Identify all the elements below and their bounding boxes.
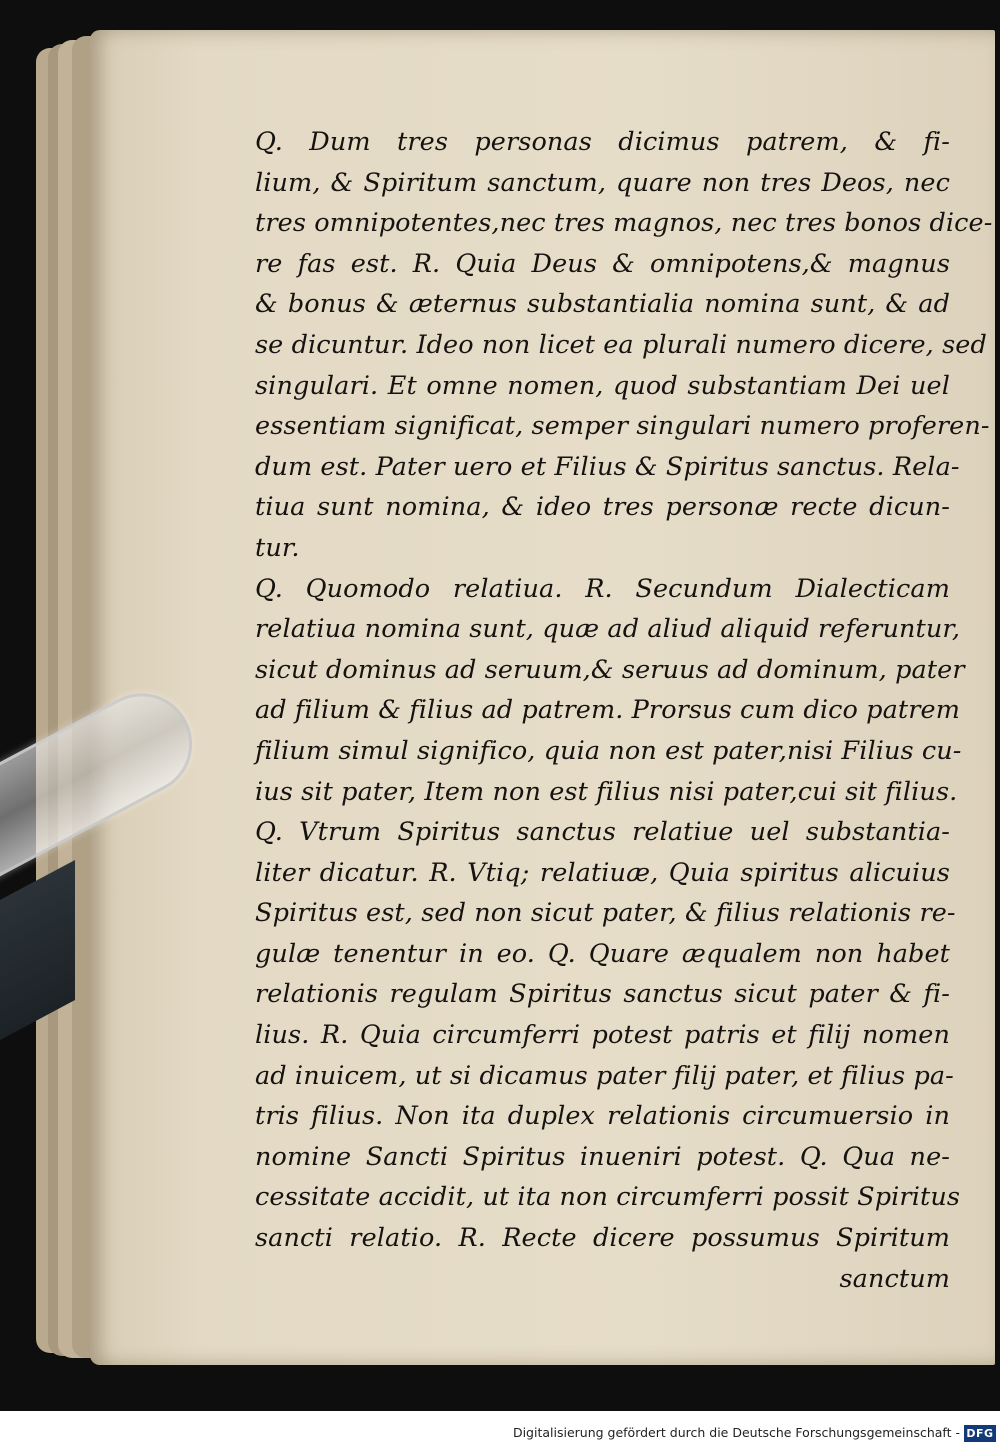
- catchword: sanctum: [839, 1263, 950, 1294]
- text-line: lius. R. Quia circumferri potest patris et filij nomen: [255, 1020, 950, 1051]
- text-line: ius sit pater, Item non est filius nisi pater,cui sit filius.: [255, 776, 958, 807]
- dfg-logo: DFG: [964, 1425, 996, 1442]
- text-line: gulæ tenentur in eo. Q. Quare æqualem non habet: [255, 938, 950, 969]
- text-line: singulari. Et omne nomen, quod substantiam Dei uel: [255, 370, 950, 401]
- text-line: & bonus & æternus substantialia nomina sunt, & ad: [255, 289, 950, 320]
- footer-credit: Digitalisierung gefördert durch die Deutsche Forschungsgemeinschaft -: [512, 1425, 960, 1440]
- footer-bar: [0, 1411, 1000, 1451]
- text-line: ad filium & filius ad patrem. Prorsus cum dico patrem: [255, 695, 960, 726]
- text-line: dum est. Pater uero et Filius & Spiritus sanctus. Rela-: [255, 451, 960, 482]
- text-line: filium simul significo, quia non est pater,nisi Filius cu-: [255, 735, 962, 766]
- text-line: Spiritus est, sed non sicut pater, & filius relationis re-: [255, 898, 956, 929]
- text-line: lium, & Spiritum sanctum, quare non tres Deos, nec: [255, 167, 950, 198]
- text-line: sicut dominus ad seruum,& seruus ad dominum, pater: [255, 654, 965, 685]
- text-line: relationis regulam Spiritus sanctus sicut pater & fi-: [255, 979, 950, 1010]
- text-line: relatiua nomina sunt, quæ ad aliud aliquid referuntur,: [255, 614, 961, 645]
- text-line: re fas est. R. Quia Deus & omnipotens,& magnus: [255, 248, 950, 279]
- text-line: tres omnipotentes,nec tres magnos, nec tres bonos dice-: [255, 208, 993, 239]
- text-line: tur.: [255, 532, 300, 563]
- text-line: se dicuntur. Ideo non licet ea plurali numero dicere, sed: [255, 329, 987, 360]
- text-line: sancti relatio. R. Recte dicere possumus Spiritum: [255, 1223, 950, 1254]
- text-line: tiua sunt nomina, & ideo tres personæ recte dicun-: [255, 492, 950, 523]
- text-line: nomine Sancti Spiritus inueniri potest. Q. Qua ne-: [255, 1141, 950, 1172]
- text-line: Q. Quomodo relatiua. R. Secundum Dialecticam: [255, 573, 950, 604]
- text-line: tris filius. Non ita duplex relationis circumuersio in: [255, 1101, 950, 1132]
- text-line: Q. Vtrum Spiritus sanctus relatiue uel substantia-: [255, 817, 950, 848]
- text-line: essentiam significat, semper singulari numero proferen-: [255, 411, 990, 442]
- text-line: liter dicatur. R. Vtiq; relatiuæ, Quia spiritus alicuius: [255, 857, 950, 888]
- text-line: Q. Dum tres personas dicimus patrem, & fi-: [255, 127, 950, 157]
- text-line: ad inuicem, ut si dicamus pater filij pater, et filius pa-: [255, 1060, 954, 1091]
- text-line: cessitate accidit, ut ita non circumferri possit Spiritus: [255, 1182, 961, 1213]
- page-text: [255, 122, 993, 1299]
